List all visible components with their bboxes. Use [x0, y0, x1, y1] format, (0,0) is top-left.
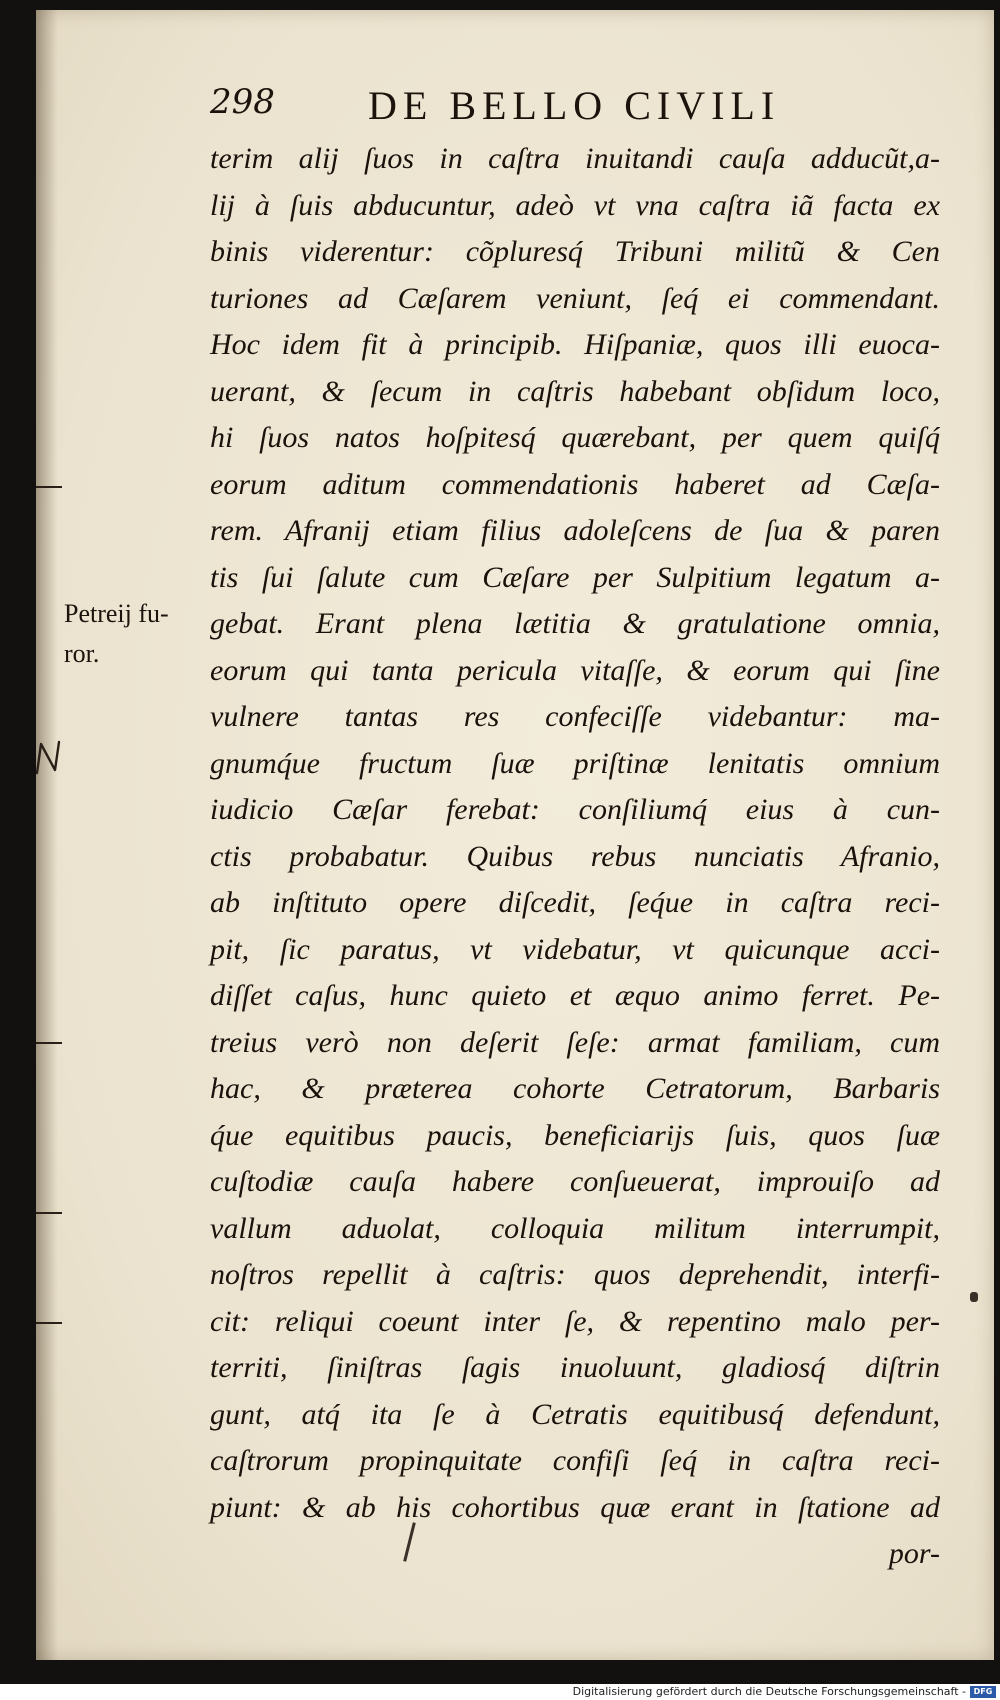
text-line: ab inſtituto opere diſcedit, ſeq́ue in caſtra reci- [210, 886, 940, 919]
text-line: ctis probabatur. Quibus rebus nunciatis Afranio, [210, 839, 940, 873]
running-title: DE BELLO CIVILI [368, 83, 781, 128]
catchword: por- [888, 1537, 940, 1570]
page-number: 298 [210, 82, 275, 122]
body-text [210, 136, 940, 1578]
text-line: lij à ſuis abducuntur, adeò vt vna caſtra iã facta ex [210, 188, 940, 222]
text-line: binis viderentur: cõpluresq́ Tribuni militũ & Cen [210, 235, 940, 268]
ink-fleck [970, 1292, 978, 1302]
text-line: iudicio Cæſar ferebat: conſiliumq́ eius à cun- [210, 793, 940, 826]
margin-tick-mark [36, 1212, 62, 1214]
text-line: cit: reliqui coeunt inter ſe, & repentino malo per- [210, 1304, 940, 1338]
text-line: turiones ad Cæſarem veniunt, ſeq́ ei commendant. [210, 281, 940, 315]
handwritten-margin-mark-icon [34, 740, 62, 776]
marginal-note-line-1: Petreij fu- [64, 599, 169, 628]
text-line: territi, ſiniſtras ſagis inuoluunt, gladiosq́ diſtrin [210, 1351, 940, 1384]
text-line: cuſtodiæ cauſa habere conſueuerat, improuiſo ad [210, 1165, 940, 1198]
marginal-note-line-2: ror. [64, 639, 100, 668]
text-line: gebat. Erant plena lætitia & gratulatione omnia, [210, 607, 940, 640]
text-line: hi ſuos natos hoſpitesq́ quærebant, per quem quiſq́ [210, 421, 940, 454]
text-line: diſſet caſus, hunc quieto et æquo animo ferret. Pe- [210, 979, 940, 1012]
text-line: eorum qui tanta pericula vitaſſe, & eorum qui ſine [210, 653, 940, 687]
marginal-note [64, 594, 204, 674]
text-line: gnumq́ue fructum ſuæ priſtinæ lenitatis omnium [210, 746, 940, 780]
text-line: vallum aduolat, colloquia militum interrumpit, [210, 1211, 940, 1245]
text-line: noſtros repellit à caſtris: quos deprehendit, interfi- [210, 1258, 940, 1291]
text-line: vulnere tantas res confeciſſe videbantur: ma- [210, 700, 940, 733]
digitization-credit: Digitalisierung gefördert durch die Deutsche Forschungsgemeinschaft - [572, 1685, 966, 1698]
text-line: pit, ſic paratus, vt videbatur, vt quicunque acci- [210, 932, 940, 966]
text-line: eorum aditum commendationis haberet ad Cæſa- [210, 467, 940, 501]
digitization-footer [0, 1684, 1000, 1700]
gutter-shadow [36, 10, 58, 1660]
margin-tick-mark [36, 1322, 62, 1324]
margin-tick-mark [36, 1042, 62, 1044]
text-line: rem. Afranij etiam filius adoleſcens de ſua & paren [210, 514, 940, 547]
text-line: uerant, & ſecum in caſtris habebant obſidum loco, [210, 374, 940, 408]
text-line: caſtrorum propinquitate confiſi ſeq́ in caſtra reci- [210, 1444, 940, 1477]
margin-tick-mark [36, 486, 62, 488]
text-line: terim alij ſuos in caſtra inuitandi cauſa adducũt,a- [210, 142, 940, 175]
text-line: tis ſui ſalute cum Cæſare per Sulpitium legatum a- [210, 560, 940, 594]
text-line: q́ue equitibus paucis, beneficiarijs ſuis, quos ſuæ [210, 1118, 940, 1152]
text-line: hac, & præterea cohorte Cetratorum, Barbaris [210, 1072, 940, 1105]
text-line: treius verò non deſerit ſeſe: armat familiam, cum [210, 1025, 940, 1059]
dfg-logo: DFG [970, 1686, 996, 1698]
text-line: piunt: & ab his cohortibus quæ erant in ſtatione ad [210, 1490, 940, 1524]
text-line: Hoc idem fit à principib. Hiſpaniæ, quos illi euoca- [210, 328, 940, 361]
text-line: gunt, atq́ ita ſe à Cetratis equitibusq́ defendunt, [210, 1397, 940, 1431]
